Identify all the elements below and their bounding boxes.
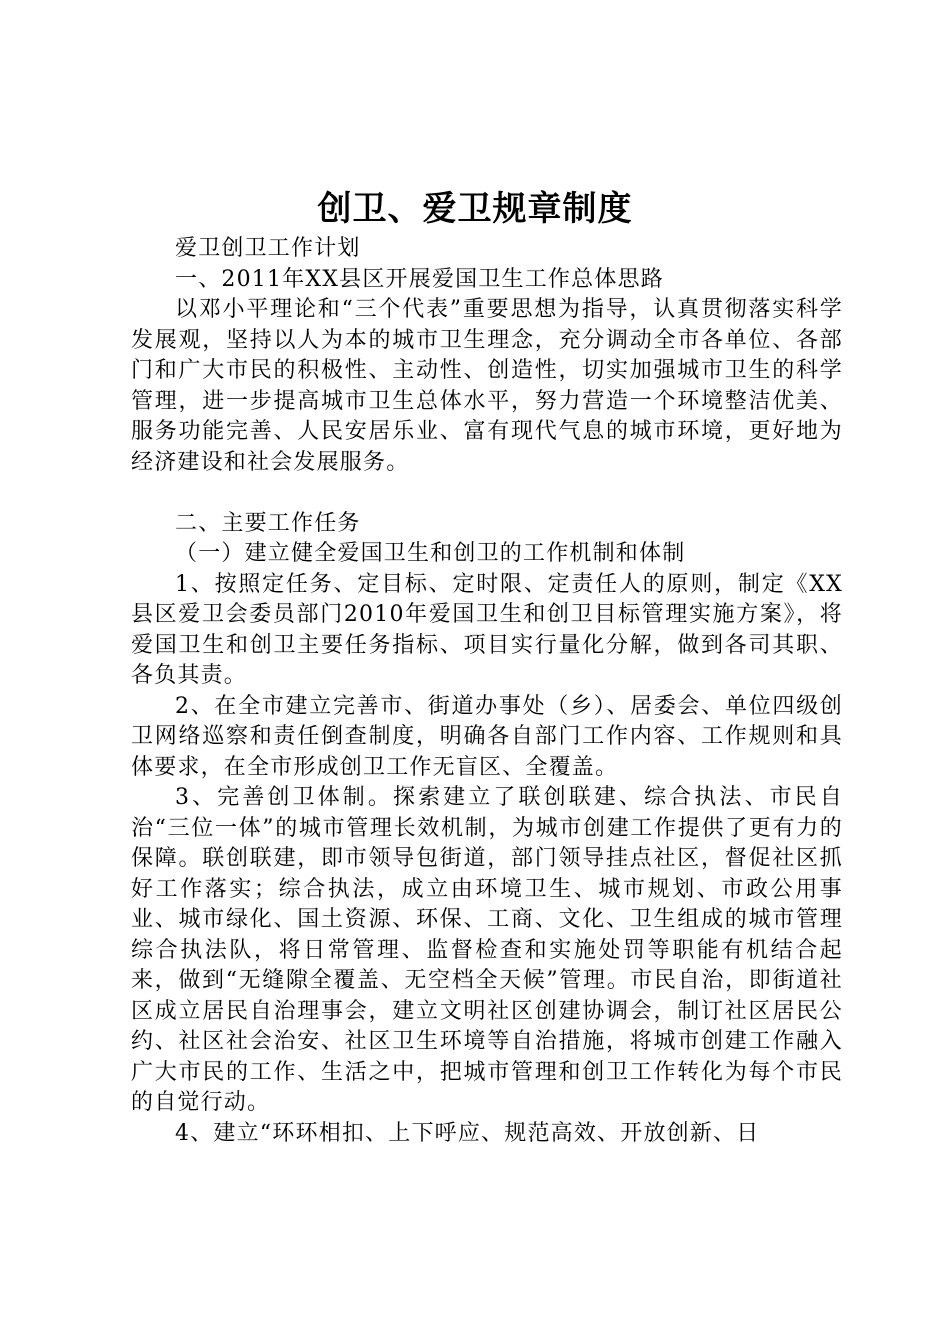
section-heading-overall-thinking: 一、2011年XX县区开展爱国卫生工作总体思路 bbox=[175, 266, 664, 292]
paragraph-item-2: 2、在全市建立完善市、街道办事处（乡）、居委会、单位四级创卫网络巡察和责任倒查制度，明确各自部门工作内容、工作规则和具体要求，在全市形成创卫工作无盲区、全覆盖。 bbox=[131, 693, 843, 780]
document-title: 创卫、爱卫规章制度 bbox=[317, 189, 633, 229]
section-heading-main-tasks: 二、主要工作任务 bbox=[175, 510, 361, 536]
paragraph-item-1: 1、按照定任务、定目标、定时限、定责任人的原则，制定《XX县区爱卫会委员部门2010年爱国卫生和创卫目标管理实施方案》，将爱国卫生和创卫主要任务指标、项目实行量化分解，做到各司其职、各负其责。 bbox=[131, 571, 843, 688]
subsection-heading-mechanism: （一）建立健全爱国卫生和创卫的工作机制和体制 bbox=[175, 541, 686, 566]
document-body bbox=[131, 234, 843, 1149]
blank-line bbox=[131, 478, 843, 509]
section-heading-plan: 爱卫创卫工作计划 bbox=[175, 236, 361, 261]
paragraph-guiding-principle: 以邓小平理论和“三个代表”重要思想为指导，认真贯彻落实科学发展观，坚持以人为本的城市卫生理念，充分调动全市各单位、各部门和广大市民的积极性、主动性、创造性，切实加强城市卫生的科学管理，进一步提高城市卫生总体水平，努力营造一个环境整洁优美、服务功能完善、人民安居乐业、富有现代气息的城市环境，更好地为经济建设和社会发展服务。 bbox=[131, 297, 843, 475]
paragraph-item-4: 4、建立“环环相扣、上下呼应、规范高效、开放创新、日 bbox=[175, 1120, 760, 1146]
paragraph-item-3: 3、完善创卫体制。探索建立了联创联建、综合执法、市民自治“三位一体”的城市管理长效机制，为城市创建工作提供了更有力的保障。联创联建，即市领导包街道，部门领导挂点社区，督促社区抓好工作落实；综合执法，成立由环境卫生、城市规划、市政公用事业、城市绿化、国土资源、环保、工商、文化、卫生组成的城市管理综合执法队，将日常管理、监督检查和实施处罚等职能有机结合起来，做到“无缝隙全覆盖、无空档全天候”管理。市民自治，即街道社区成立居民自治理事会，建立文明社区创建协调会，制订社区居民公约、社区社会治安、社区卫生环境等自治措施，将城市创建工作融入广大市民的工作、生活之中，把城市管理和创卫工作转化为每个市民的自觉行动。 bbox=[131, 785, 843, 1115]
